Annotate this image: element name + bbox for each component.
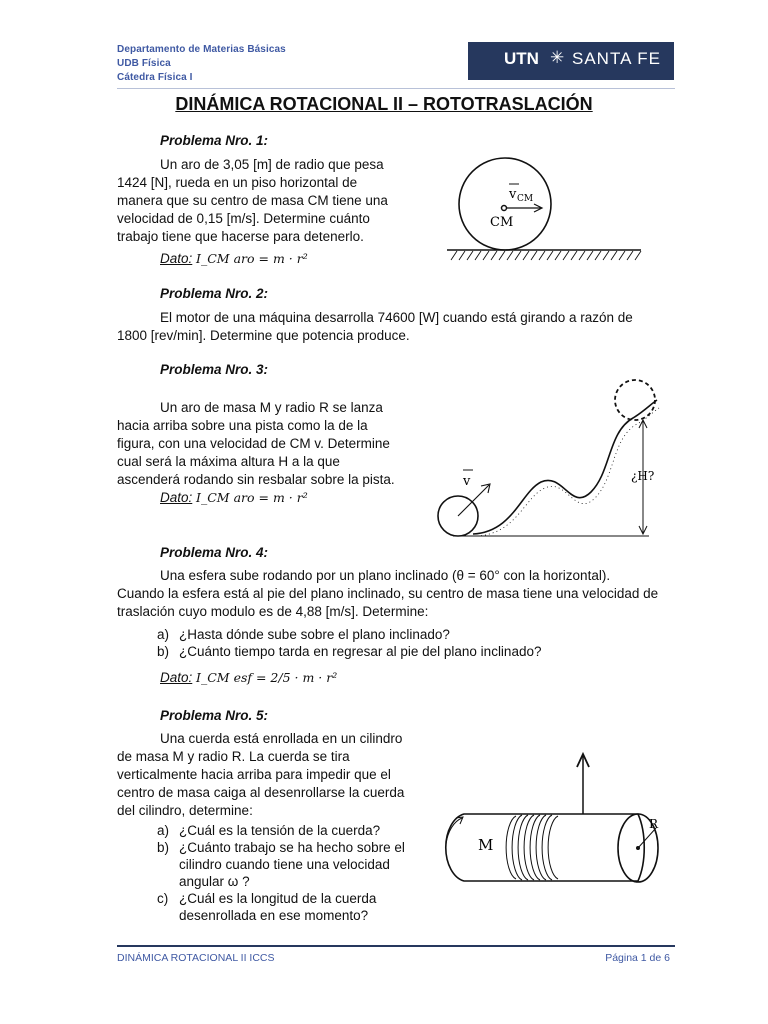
p5-line: del cilindro, determine: xyxy=(117,803,253,818)
p2-line: 1800 [rev/min]. Determine que potencia produce. xyxy=(117,328,410,343)
p1-line: 1424 [N], rueda en un piso horizontal de xyxy=(117,175,358,190)
utn-logo xyxy=(468,42,674,80)
list-item: a) ¿Hasta dónde sube sobre el plano inclinado? xyxy=(157,627,450,642)
p3-line: cual será la máxima altura H a la que xyxy=(117,454,340,469)
r-label: R xyxy=(649,817,659,831)
list-item: a) ¿Cuál es la tensión de la cuerda? xyxy=(157,823,381,838)
footer-left: DINÁMICA ROTACIONAL II ICCS xyxy=(117,952,275,964)
dato-formula: I_CM aro = m · r² xyxy=(196,490,308,505)
list-item: b) ¿Cuánto trabajo se ha hecho sobre el xyxy=(157,840,405,855)
rolling-hoop-figure xyxy=(445,150,645,270)
problem-1-dato xyxy=(160,251,308,266)
p3-line: ascenderá rodando sin resbalar sobre la pista. xyxy=(117,472,395,487)
logo-star-icon: ✳ xyxy=(550,48,565,67)
header-rule xyxy=(117,88,675,89)
dato-label: Dato: xyxy=(160,670,193,685)
p3-line: Un aro de masa M y radio R se lanza xyxy=(160,400,383,415)
p1-line: manera que su centro de masa CM tiene una xyxy=(117,193,388,208)
dato-label: Dato: xyxy=(160,251,193,266)
p2-line: El motor de una máquina desarrolla 74600 [W] cuando está girando a razón de xyxy=(160,310,633,325)
list-item: b) ¿Cuánto tiempo tarda en regresar al pie del plano inclinado? xyxy=(157,644,542,659)
problem-4-dato xyxy=(160,670,337,685)
p1-line: velocidad de 0,15 [m/s]. Determine cuánto xyxy=(117,211,370,226)
problem-5-heading: Problema Nro. 5: xyxy=(160,708,269,723)
dato-formula: I_CM aro = m · r² xyxy=(196,251,308,266)
p4-line: Cuando la esfera está al pie del plano inclinado, su centro de masa tiene una velocidad de xyxy=(117,586,659,601)
p1-line: Un aro de 3,05 [m] de radio que pesa xyxy=(160,157,384,172)
p3-line: hacia arriba sobre una pista como la de la xyxy=(117,418,368,433)
problem-5-text xyxy=(117,730,421,820)
list-item: angular ω ? xyxy=(179,874,250,889)
p5-line: centro de masa caiga al desenrollarse la cuerda xyxy=(117,785,405,800)
list-item: c) ¿Cuál es la longitud de la cuerda xyxy=(157,891,377,906)
problem-4-list xyxy=(157,626,541,660)
department-label: Departamento de Materias Básicas xyxy=(117,44,286,55)
list-item: desenrollada en ese momento? xyxy=(179,908,369,923)
footer-page-number: Página 1 de 6 xyxy=(605,952,670,964)
cylinder-figure xyxy=(438,748,670,898)
p5-line: de masa M y radio R. La cuerda se tira xyxy=(117,749,350,764)
problem-3-dato xyxy=(160,490,308,505)
p4-line: traslación cuyo modulo es de 4,88 [m/s]. Determine: xyxy=(117,604,429,619)
m-label: M xyxy=(478,836,494,854)
p3-line: figura, con una velocidad de CM v. Determine xyxy=(117,436,390,451)
logo-utn-text: UTN xyxy=(504,49,539,68)
problem-2-heading: Problema Nro. 2: xyxy=(160,286,269,301)
footer-rule xyxy=(117,945,675,947)
problem-2-text xyxy=(117,309,685,345)
p5-line: Una cuerda está enrollada en un cilindro xyxy=(160,731,403,746)
problem-1-heading: Problema Nro. 1: xyxy=(160,133,269,148)
problem-1-text xyxy=(117,156,405,246)
v-label: v xyxy=(463,474,471,489)
p5-line: verticalmente hacia arriba para impedir que el xyxy=(117,767,391,782)
list-item: cilindro cuando tiene una velocidad xyxy=(179,857,390,872)
catedra-label: Cátedra Física I xyxy=(117,72,193,83)
p1-line: trabajo tiene que hacerse para detenerlo. xyxy=(117,229,364,244)
page-title: DINÁMICA ROTACIONAL II – ROTOTRASLACIÓN xyxy=(175,94,593,114)
v-sub-label: CM xyxy=(517,194,534,204)
h-label: ¿H? xyxy=(631,469,655,483)
dato-formula: I_CM esf = 2/5 · m · r² xyxy=(196,670,338,685)
problem-5-list xyxy=(157,822,405,924)
problem-4-text xyxy=(117,567,685,621)
dato-label: Dato: xyxy=(160,490,193,505)
cm-label: CM xyxy=(490,215,514,230)
problem-3-heading: Problema Nro. 3: xyxy=(160,362,269,377)
v-label: v xyxy=(509,187,517,202)
logo-santafe-text: SANTA FE xyxy=(572,49,661,68)
problem-4-heading: Problema Nro. 4: xyxy=(160,545,269,560)
p4-line: Una esfera sube rodando por un plano inclinado (θ = 60° con la horizontal). xyxy=(160,568,611,583)
header-block xyxy=(117,43,286,85)
problem-3-text xyxy=(117,399,410,489)
track-figure xyxy=(433,372,671,544)
udb-label: UDB Física xyxy=(117,58,171,69)
